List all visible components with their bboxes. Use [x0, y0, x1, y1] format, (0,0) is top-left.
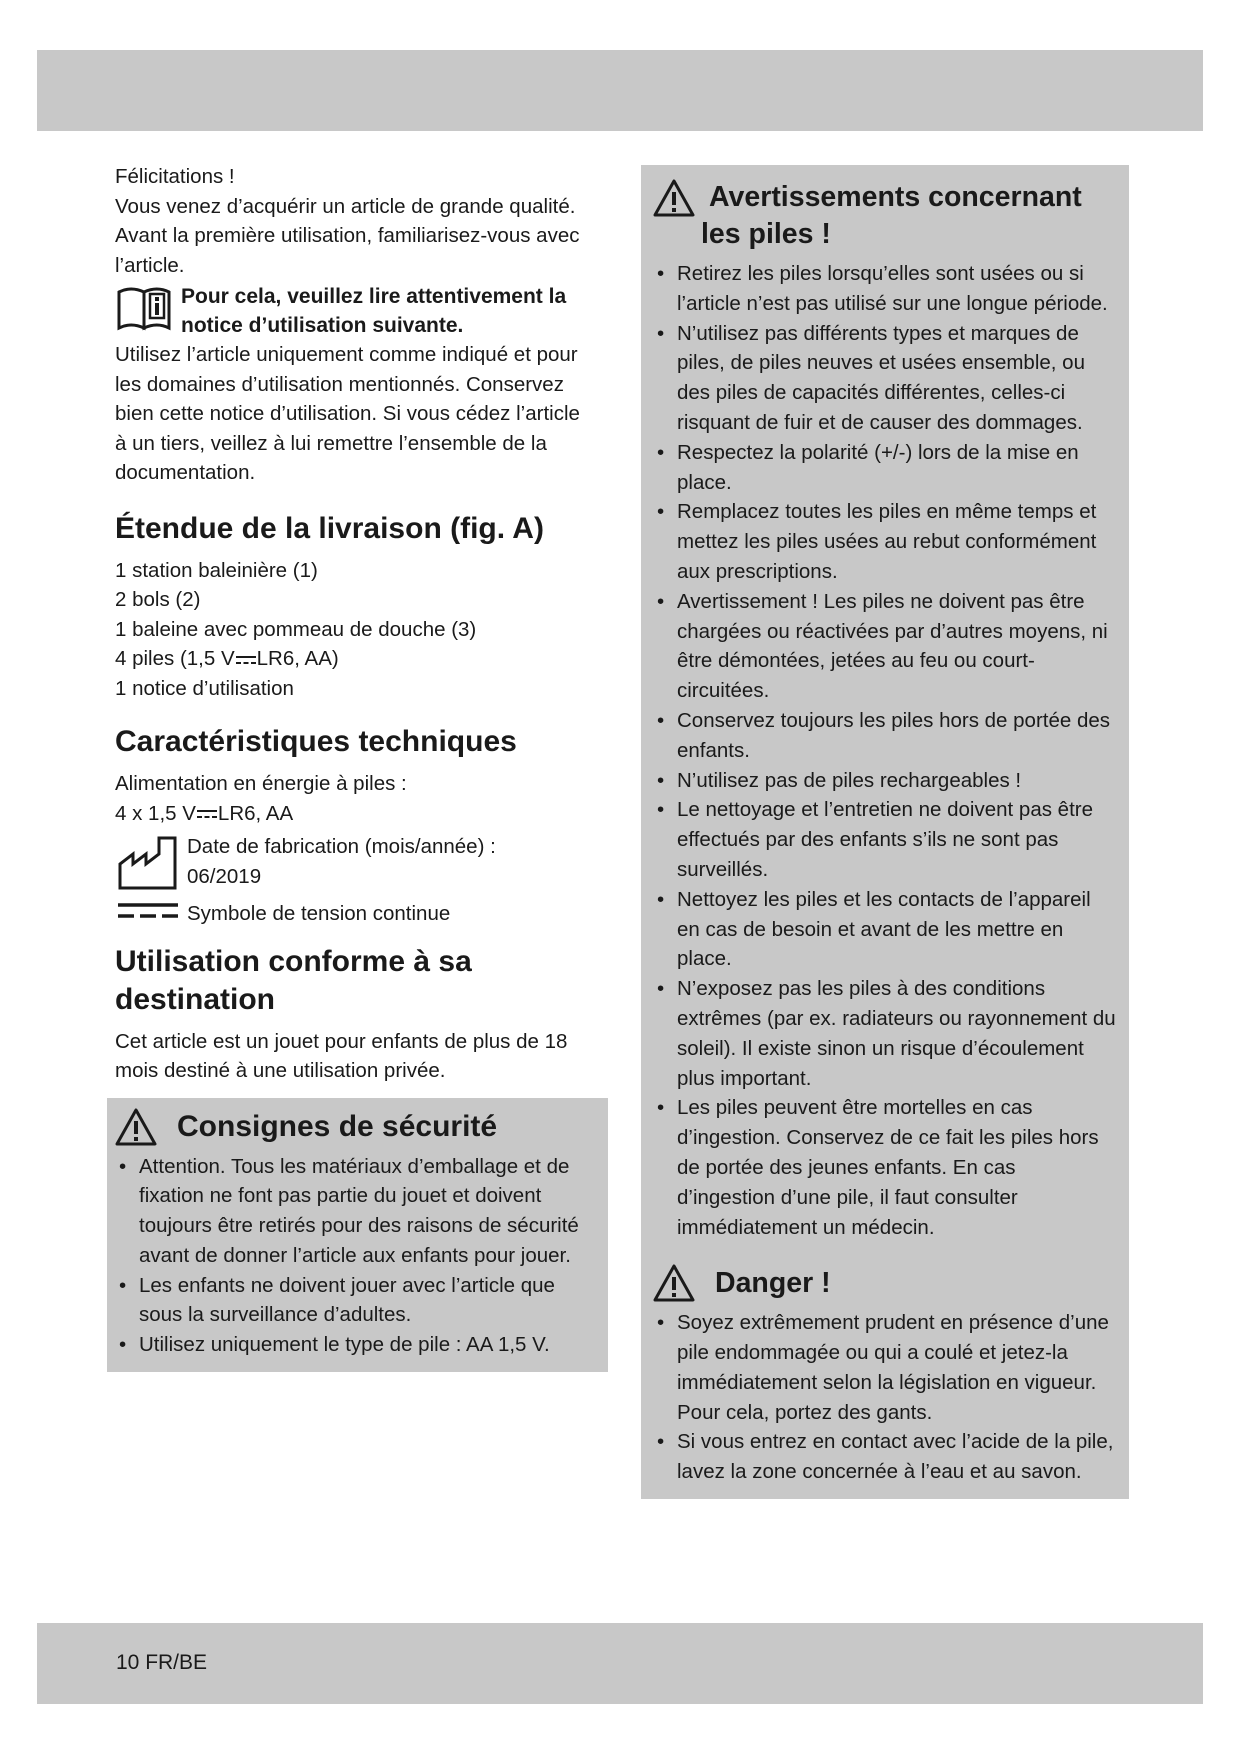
dc-symbol-icon [236, 654, 256, 666]
power-voltage: 4 x 1,5 V [115, 801, 196, 825]
dc-voltage-icon [115, 899, 181, 923]
safety-heading: Consignes de sécurité [177, 1109, 498, 1143]
list-item: • Si vous entrez en contact avec l’acide de la pile, lavez la zone concernée à l’eau et au savon. [653, 1427, 1117, 1487]
delivery-heading: Étendue de la livraison (fig. A) [115, 511, 544, 545]
intro-greeting: Félicitations ! [115, 165, 235, 188]
left-column [115, 162, 595, 1372]
power-battery-type: LR6, AA [217, 801, 294, 825]
list-item: • Retirez les piles lorsqu’elles sont usées ou si l’article n’est pas utilisé sur une longue période. [653, 259, 1117, 319]
danger-heading: Danger ! [715, 1266, 831, 1299]
battery-warnings-title [653, 179, 1117, 253]
warning-icon [115, 1108, 157, 1146]
list-item: • Attention. Tous les matériaux d’emballage et de fixation ne font pas partie du jouet et doivent toujours être retirés pour des raisons de sécurité avant de donner l’article aux enfants pour jouer. [115, 1152, 590, 1271]
battery-warnings-heading-line2: les piles ! [701, 218, 831, 250]
read-manual-note [115, 282, 595, 340]
delivery-item: 1 notice d’utilisation [115, 676, 294, 700]
specs-power-value [115, 799, 595, 829]
list-item: • Les enfants ne doivent jouer avec l’article que sous la surveillance d’adultes. [115, 1271, 590, 1331]
usage-heading: Utilisation conforme à sa destination [115, 944, 472, 1016]
safety-box [107, 1098, 608, 1373]
manufacture-date-value: 06/2019 [187, 864, 262, 888]
footer-bar [37, 1623, 1203, 1704]
manufacture-date-label: Date de fabrication (mois/année) : [187, 835, 496, 858]
list-item: • N’exposez pas les piles à des conditions extrêmes (par ex. radiateurs ou rayonnement du soleil). Il existe sinon un risque d’écoulement plus important. [653, 974, 1117, 1093]
danger-list [653, 1308, 1117, 1487]
delivery-battery-text: 4 piles (1,5 V [115, 647, 235, 670]
dc-symbol-label: Symbole de tension continue [187, 902, 451, 925]
list-item: • Conservez toujours les piles hors de portée des enfants. [653, 706, 1117, 766]
header-bar [37, 50, 1203, 131]
read-manual-icon [115, 284, 173, 334]
usage-text: Cet article est un jouet pour enfants de plus de 18 mois destiné à une utilisation privée. [115, 1029, 568, 1082]
list-item: • Remplacez toutes les piles en même temps et mettez les piles usées au rebut conformément aux prescriptions. [653, 497, 1117, 586]
safety-list [115, 1152, 590, 1361]
delivery-item-batteries [115, 644, 595, 674]
delivery-battery-type: LR6, AA) [256, 647, 339, 670]
list-item: • Avertissement ! Les piles ne doivent pas être chargées ou réactivées par d’autres moyens, ni être démontées, jetées au feu ou court-circuitées. [653, 587, 1117, 706]
battery-warnings-heading-line1: Avertissements concernant [709, 181, 1082, 213]
specs-power-label: Alimentation en énergie à piles : [115, 772, 407, 795]
list-item: • Le nettoyage et l’entretien ne doivent pas être effectués par des enfants s’ils ne sont pas surveillés. [653, 795, 1117, 884]
list-item: • Soyez extrêmement prudent en présence d’une pile endommagée ou qui a coulé et jetez-la immédiatement selon la législation en vigueur. Pour cela, portez des gants. [653, 1308, 1117, 1427]
intro-text: Vous venez d’acquérir un article de grande qualité. Avant la première utilisation, familiarisez-vous avec l’article. [115, 194, 580, 277]
dc-symbol-row [115, 899, 595, 929]
manufacture-date-row [115, 834, 595, 891]
safety-title [115, 1108, 590, 1146]
delivery-item: 1 station baleinière (1) [115, 558, 318, 582]
dc-symbol-icon [197, 808, 217, 820]
list-item: • Nettoyez les piles et les contacts de l’appareil en cas de besoin et avant de les mettre en place. [653, 885, 1117, 974]
read-manual-text: Pour cela, veuillez lire attentivement la notice d’utilisation suivante. [181, 285, 567, 337]
list-item: • Les piles peuvent être mortelles en cas d’ingestion. Conservez de ce fait les piles hors de portée des jeunes enfants. En cas d’ingestion d’une pile, il faut consulter immédiatement un médecin. [653, 1093, 1117, 1242]
intro-usage-text: Utilisez l’article uniquement comme indiqué et pour les domaines d’utilisation mentionnés. Conservez bien cette notice d’utilisation. Si vous cédez l’article à un tiers, veillez à lui remettre l’ensemble de la documentation. [115, 343, 580, 484]
list-item: • N’utilisez pas de piles rechargeables ! [653, 766, 1117, 796]
specs-heading: Caractéristiques techniques [115, 725, 517, 758]
battery-warnings-list [653, 259, 1117, 1242]
danger-title [653, 1264, 1117, 1302]
delivery-item: 2 bols (2) [115, 588, 201, 611]
list-item: • Utilisez uniquement le type de pile : AA 1,5 V. [115, 1330, 590, 1360]
list-item: • Respectez la polarité (+/-) lors de la mise en place. [653, 438, 1117, 498]
page-number: 10 FR/BE [116, 1651, 208, 1674]
list-item: • N’utilisez pas différents types et marques de piles, de piles neuves et usées ensemble, ou des piles de capacités différentes, celles-ci risquant de fuir et de causer des dommages. [653, 319, 1117, 438]
battery-warnings-box [641, 165, 1129, 1499]
warning-icon [653, 1264, 695, 1302]
delivery-item: 1 baleine avec pommeau de douche (3) [115, 617, 477, 641]
factory-icon [115, 834, 181, 890]
warning-icon [653, 179, 695, 217]
